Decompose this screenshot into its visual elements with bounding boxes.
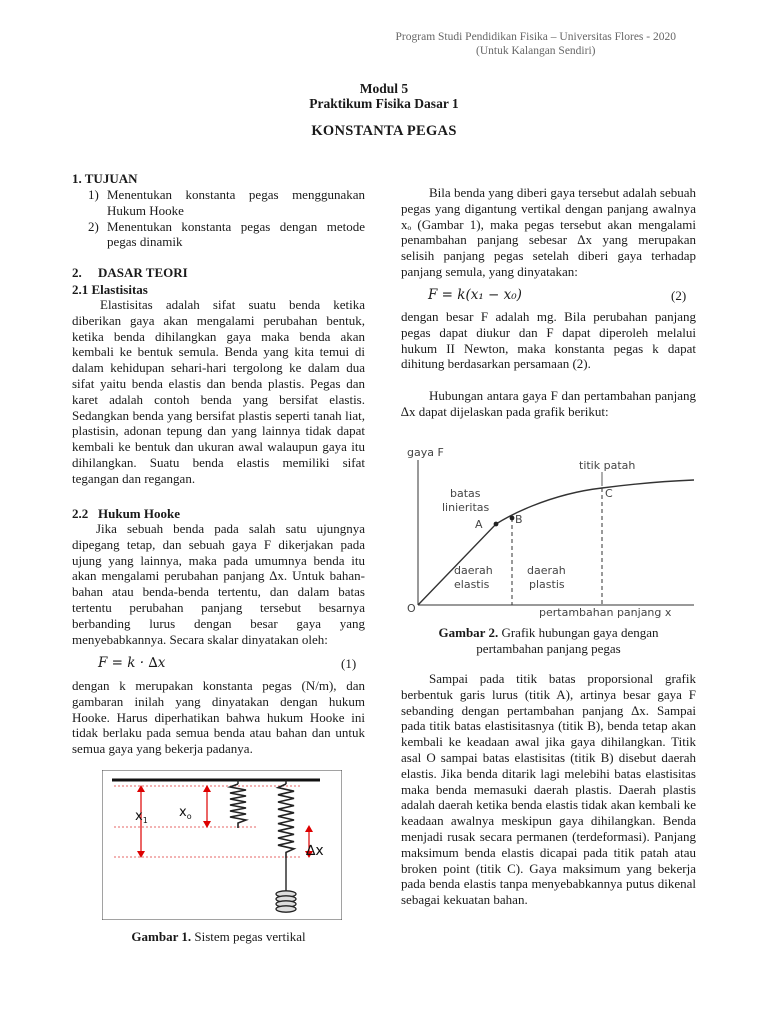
spring-unloaded: [230, 784, 246, 828]
tujuan-heading: 1. TUJUAN: [72, 171, 138, 186]
figure2-graph: [402, 440, 698, 620]
list-item: 2) Menentukan konstanta pegas dengan metode pegas dinamik: [88, 218, 365, 250]
equation-2: F = k(x₁ − x₀): [428, 287, 522, 303]
hooke-paragraph: Jika sebuah benda pada salah satu ujungnya dipegang tetap, dan sebuah gaya F dikerjakan pada ujung yang lainnya, maka pada umumnya benda itu akan mengalami perubahan panjang ∆x. Untuk bahan-bahan atau benda-benda tertentu, dan dalam batas tertentu perubahan panjang tersebut besarnya berbanding lurus dengan besar gaya yang menyebabkannya. Secara skalar dinyatakan oleh:: [72, 521, 365, 647]
figure1-caption: Gambar 1. Sistem pegas vertikal: [131, 929, 306, 944]
batas-label-2: linieritas: [442, 501, 490, 514]
dx-arrow-head-up: [305, 825, 313, 832]
right-paragraph-3: Hubungan antara gaya F dan pertambahan panjang ∆x dapat dijelaskan pada grafik berikut:: [401, 388, 696, 419]
label-dx: ∆x: [306, 843, 324, 859]
list-item: 1) Menentukan konstanta pegas menggunakan Hukum Hooke: [88, 187, 365, 218]
elastisitas-paragraph: Elastisitas adalah sifat suatu benda ketika diberikan gaya akan mengalami perubahan bentuk, ketika benda dihilangkan gaya maka benda akan kembali ke bentuk semula. Benda yang kita temui di dalam kehidupan sehari-hari tergolong ke dalam dua sifat yaitu benda elastis dan benda plastis. Pegas dan karet adalah contoh benda yang bersifat elastis. Sedangkan benda yang bersifat plastis seperti tanah liat, plastisin, adonan tepung dan yang lainnya tidak dapat kembali ke bentuk dan ukuran awal walaupun gaya itu dihilangkan. Suatu benda elastis memiliki sifat tegangan dan regangan.: [72, 297, 365, 486]
equation-2-number: (2): [671, 288, 687, 303]
point-c-label: C: [605, 487, 613, 500]
page-header: [396, 30, 676, 58]
tujuan-list: [88, 187, 365, 250]
x-axis-label: pertambahan panjang x: [539, 606, 672, 619]
hooke-heading: 2.2 Hukum Hooke: [72, 506, 180, 521]
y-axis-label: gaya F: [407, 446, 444, 459]
hooke-after-paragraph: dengan k merupakan konstanta pegas (N/m), dan gambaran inilah yang dinyatakan dengan hukum Hooke. Harus diperhatikan bahwa hukum Hooke ini tidak berlaku pada semua benda atau bahan dan untuk semua gaya yang bekerja padanya.: [72, 678, 365, 757]
titik-patah-label: titik patah: [579, 459, 636, 472]
daerah-plastis-1: daerah: [527, 564, 566, 577]
mass-disc: [276, 906, 296, 912]
point-a-label: A: [475, 518, 483, 531]
header-line1: Program Studi Pendidikan Fisika – Universitas Flores - 2020: [395, 31, 676, 43]
right-paragraph-4: Sampai pada titik batas proporsional grafik berbentuk garis lurus (titik A), artinya besar gaya F sebanding dengan pertambahan panjang ∆x. Sampai pada titik batas elastisitasnya (titik B), benda tetap akan kembali ke keadaan awal jika gaya dihilangkan. Titik asal O sampai batas elastisitas (titik B) disebut daerah elastis. Jika benda ditarik lagi melebihi batas elastisitas maka benda memasuki daerah plastis. Daerah plastis adalah daerah ketika benda elastis tidak akan kembali ke keadaan awalnya meskipun gaya dihilangkan. Benda menjadi rusak secara permanen (terdeformasi). Panjang maksimum benda elastis dicapai pada titik patah atau broken point (titik C). Gaya maksimum yang bekerja pada benda elastis tanpa menyebabkannya putus dikenal sebagai kekuatan bahan.: [401, 671, 696, 908]
course-name: Praktikum Fisika Dasar 1: [309, 96, 459, 111]
point-b-label: B: [515, 513, 523, 526]
figure2-caption: Gambar 2. Grafik hubungan gaya dengan pertambahan panjang pegas: [438, 625, 659, 656]
elastisitas-heading: 2.1 Elastisitas: [72, 282, 148, 297]
figure1-spring-diagram: [102, 770, 342, 920]
module-title: [0, 81, 768, 111]
dasar-teori-heading: 2. DASAR TEORI: [72, 265, 188, 280]
xo-arrow-head-up: [203, 785, 211, 792]
origin-label: O: [407, 602, 416, 615]
xo-arrow-head-down: [203, 821, 211, 828]
daerah-elastis-1: daerah: [454, 564, 493, 577]
page-title: KONSTANTA PEGAS: [311, 123, 457, 139]
spring-loaded: [278, 784, 294, 858]
batas-label-1: batas: [450, 487, 481, 500]
point-b-dot: [510, 516, 515, 521]
daerah-plastis-2: plastis: [529, 578, 565, 591]
label-xo: $x_o$: [179, 805, 192, 821]
modul-number: Modul 5: [359, 81, 409, 96]
equation-1-number: (1): [341, 656, 357, 671]
right-paragraph-2: dengan besar F adalah mg. Bila perubahan panjang pegas dapat diukur dan F dapat diperoleh melalui hukum II Newton, maka konstanta pegas k dapat dihitung berdasarkan persamaan (2).: [401, 309, 696, 372]
point-a-dot: [494, 522, 499, 527]
header-line2: (Untuk Kalangan Sendiri): [476, 45, 596, 57]
equation-1: F = k · ∆x: [98, 655, 166, 671]
label-x1: $x_1$: [135, 809, 148, 825]
daerah-elastis-2: elastis: [454, 578, 490, 591]
right-paragraph-1: Bila benda yang diberi gaya tersebut adalah sebuah pegas yang digantung vertikal dengan panjang awalnya xₒ (Gambar 1), maka pegas tersebut akan mengalami penambahan panjang sebesar ∆x yang merupakan selisih panjang pegas setelah diberi gaya terhadap panjang semula, yang dinyatakan:: [401, 185, 696, 279]
